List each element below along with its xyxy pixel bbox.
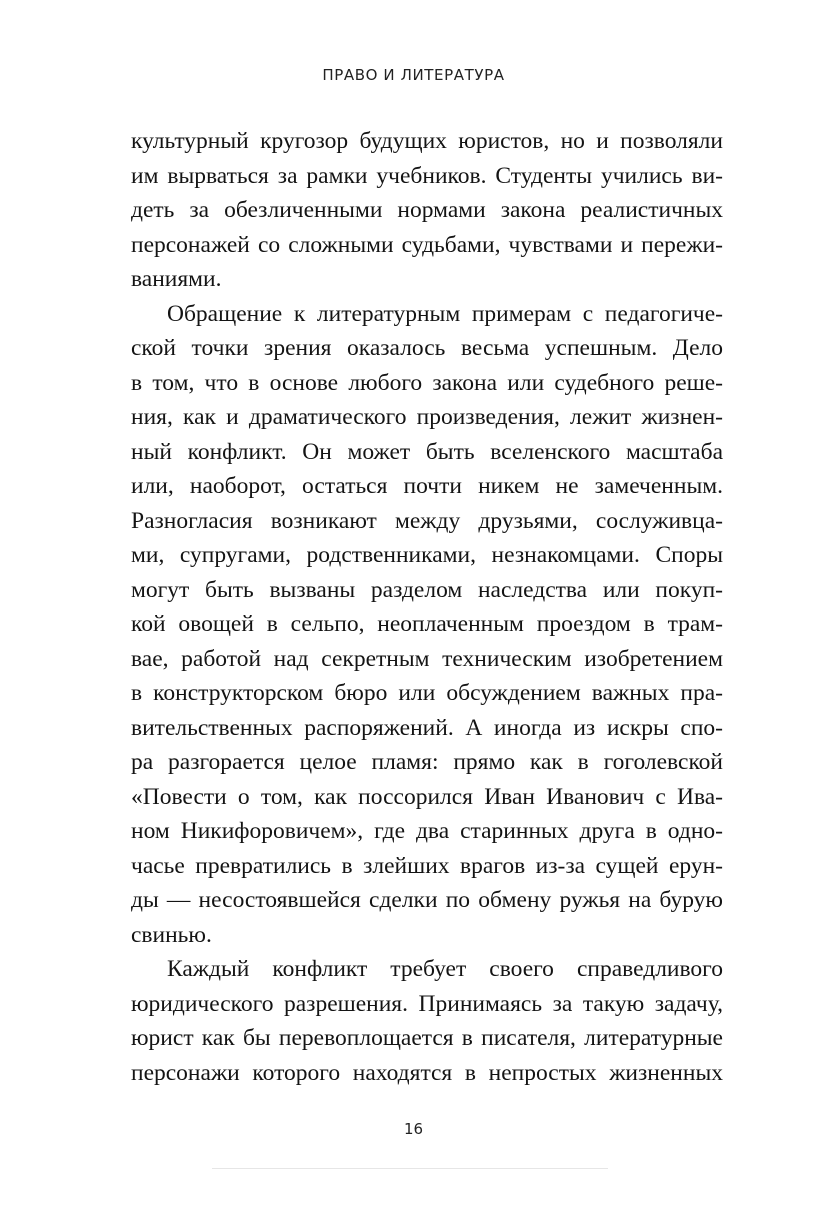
text-line: им вырваться за рамки учебников. Студенты учились ви- bbox=[131, 162, 723, 189]
text-line: ра разгорается целое пламя: прямо как в гоголевской bbox=[131, 749, 723, 775]
text-line: или, наоборот, остаться почти никем не замеченным. bbox=[131, 473, 723, 499]
text-line: вае, работой над секретным техническим изобретением bbox=[131, 645, 723, 672]
text-line: Обращение к литературным примерам с педагогиче- bbox=[167, 300, 723, 327]
text-line: кой овощей в сельпо, неоплаченным проездом в трам- bbox=[131, 611, 723, 637]
text-line: в том, что в основе любого закона или судебного реше- bbox=[131, 369, 723, 396]
text-line: юрист как бы перевоплощается в писателя, литературные bbox=[131, 1025, 723, 1051]
text-line: ды — несостоявшейся сделки по обмену ружья на бурую bbox=[131, 887, 723, 913]
text-line: Разногласия возникают между друзьями, сослуживца- bbox=[131, 507, 723, 534]
text-line: свинью. bbox=[131, 921, 212, 948]
text-line: культурный кругозор будущих юристов, но и позволяли bbox=[131, 128, 723, 154]
text-line: ваниями. bbox=[131, 266, 222, 292]
text-line: в конструкторском бюро или обсуждением важных пра- bbox=[131, 680, 723, 706]
running-head: ПРАВО И ЛИТЕРАТУРА bbox=[322, 66, 505, 84]
text-line: ми, супругами, родственниками, незнакомцами. Споры bbox=[131, 542, 723, 568]
body-text bbox=[131, 124, 723, 1090]
text-line: ный конфликт. Он может быть вселенского масштаба bbox=[131, 438, 723, 465]
text-line: могут быть вызваны разделом наследства или покуп- bbox=[131, 576, 723, 603]
text-line: вительственных распоряжений. А иногда из искры спо- bbox=[131, 714, 723, 741]
text-line: ния, как и драматического произведения, лежит жизнен- bbox=[131, 404, 723, 430]
text-line: деть за обезличенными нормами закона реалистичных bbox=[131, 197, 723, 223]
text-line: ской точки зрения оказалось весьма успешным. Дело bbox=[131, 335, 723, 361]
text-line: часье превратились в злейших врагов из-за сущей ерун- bbox=[131, 852, 723, 879]
page-number: 16 bbox=[403, 1120, 424, 1138]
text-line: юридического разрешения. Принимаясь за такую задачу, bbox=[131, 990, 723, 1017]
text-line: «Повести о том, как поссорился Иван Иванович с Ива- bbox=[131, 783, 723, 810]
footer-divider bbox=[212, 1168, 608, 1169]
text-line: ном Никифоровичем», где два старинных друга в одно- bbox=[131, 818, 723, 844]
text-line: персонажи которого находятся в непростых жизненных bbox=[131, 1059, 723, 1086]
text-line: Каждый конфликт требует своего справедливого bbox=[167, 956, 723, 982]
text-line: персонажей со сложными судьбами, чувствами и пережи- bbox=[131, 231, 723, 258]
